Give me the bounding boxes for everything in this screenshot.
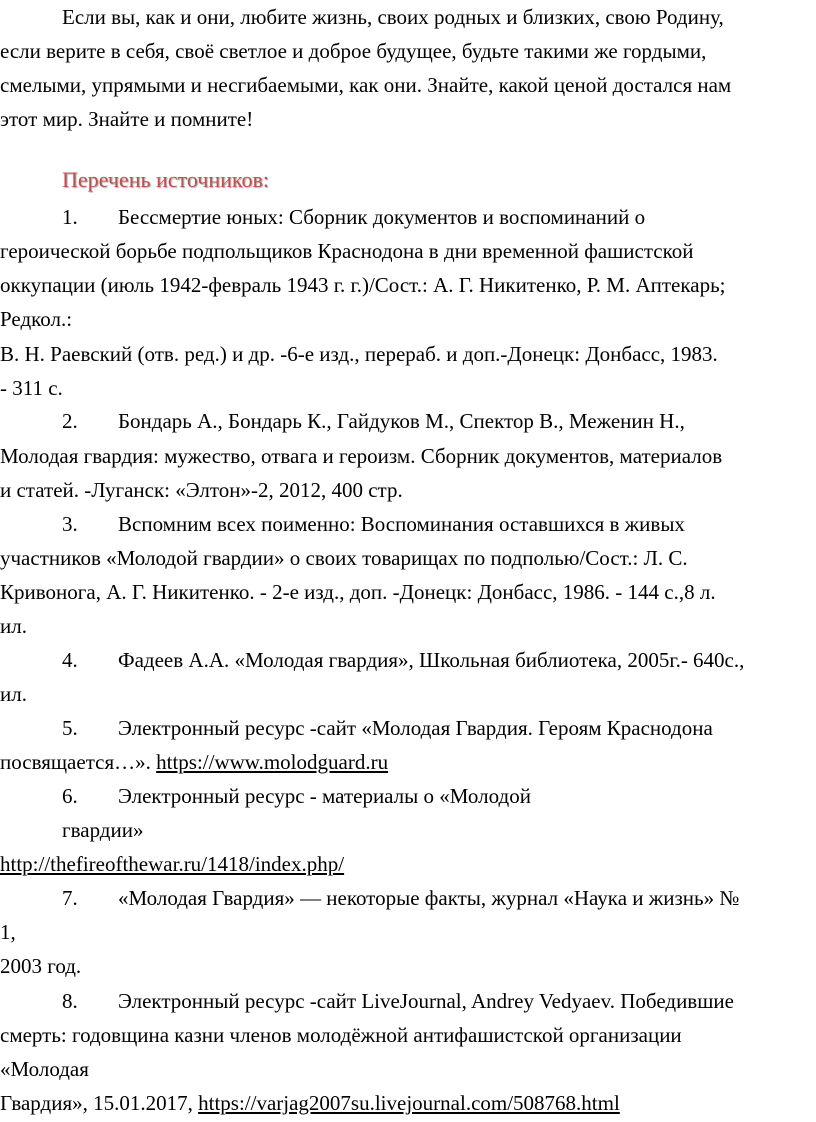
source-8-line-1: Электронный ресурс -сайт LiveJournal, Andrey Vedyaev. Победившие	[118, 989, 734, 1013]
intro-line-4: этот мир. Знайте и помните!	[0, 107, 254, 131]
source-5-text: посвящается…».	[0, 750, 151, 774]
source-2-line-3: и статей. -Луганск: «Элтон»-2, 2012, 400 стр.	[0, 478, 403, 502]
source-2-line-1: Бондарь А., Бондарь К., Гайдуков М., Спектор В., Меженин Н.,	[118, 409, 685, 433]
source-4-line-2: ил.	[0, 682, 27, 706]
source-5-line-1: Электронный ресурс -сайт «Молодая Гвардия. Героям Краснодона	[118, 716, 713, 740]
source-7-line-1: «Молодая Гвардия» — некоторые факты, журнал «Наука и жизнь» №	[118, 886, 740, 910]
source-1-line-6: - 311 с.	[0, 376, 63, 400]
source-8-number: 8.	[62, 989, 78, 1013]
source-1-line-2: героической борьбе подпольщиков Краснодона в дни временной фашистской	[0, 239, 694, 263]
source-3-line-3: Кривонога, А. Г. Никитенко. - 2-е изд., доп. -Донецк: Донбасс, 1986. - 144 с.,8 л.	[0, 580, 716, 604]
source-3-line-1: Вспомним всех поименно: Воспоминания оставшихся в живых	[118, 512, 685, 536]
source-1-line-3: оккупации (июль 1942-февраль 1943 г. г.)/Сост.: А. Г. Никитенко, Р. М. Аптекарь;	[0, 273, 726, 297]
source-1-line-1: Бессмертие юных: Сборник документов и воспоминаний о	[118, 205, 646, 229]
source-6-line-3	[0, 847, 344, 882]
source-6-number: 6.	[62, 784, 78, 808]
source-3-line-4: ил.	[0, 614, 27, 638]
intro-line-1: Если вы, как и они, любите жизнь, своих родных и близких, свою Родину,	[62, 5, 724, 29]
source-3-line-2: участников «Молодой гвардии» о своих товарищах по подполью/Сост.: Л. С.	[0, 546, 688, 570]
intro-line-3: смелыми, упрямыми и несгибаемыми, как они. Знайте, какой ценой достался нам	[0, 73, 732, 97]
source-2-line-2: Молодая гвардия: мужество, отвага и героизм. Сборник документов, материалов	[0, 444, 723, 468]
source-7-line-2: 1,	[0, 920, 16, 944]
source-4-line-1: Фадеев А.А. «Молодая гвардия», Школьная библиотека, 2005г.- 640с.,	[118, 648, 745, 672]
sources-heading: Перечень источников:	[62, 167, 269, 192]
source-6-line-1: Электронный ресурс - материалы о «Молодой	[118, 784, 531, 808]
source-5-number: 5.	[62, 716, 78, 740]
intro-line-2: если верите в себя, своё светлое и доброе будущее, будьте такими же гордыми,	[0, 39, 707, 63]
source-8-line-3: «Молодая	[0, 1057, 89, 1081]
source-1-line-4: Редкол.:	[0, 307, 73, 331]
source-3-number: 3.	[62, 512, 78, 536]
source-1-line-5: В. Н. Раевский (отв. ред.) и др. -6-е изд., перераб. и доп.-Донецк: Донбасс, 1983.	[0, 342, 718, 366]
source-5-line-2	[0, 745, 388, 780]
source-6-line-2: гвардии»	[62, 818, 144, 842]
source-7-number: 7.	[62, 886, 78, 910]
molodguard-link[interactable]: https://www.molodguard.ru	[156, 750, 389, 774]
source-8-text: Гвардия», 15.01.2017,	[0, 1091, 199, 1115]
source-7-line-3: 2003 год.	[0, 954, 82, 978]
source-8-line-4	[0, 1086, 620, 1121]
source-4-number: 4.	[62, 648, 78, 672]
source-1-number: 1.	[62, 205, 78, 229]
thefireofthewar-link[interactable]: http://thefireofthewar.ru/1418/index.php/	[0, 852, 345, 876]
livejournal-link[interactable]: https://varjag2007su.livejournal.com/508768.html	[198, 1091, 620, 1115]
source-8-line-2: смерть: годовщина казни членов молодёжной антифашистской организации	[0, 1023, 682, 1047]
source-2-number: 2.	[62, 409, 78, 433]
